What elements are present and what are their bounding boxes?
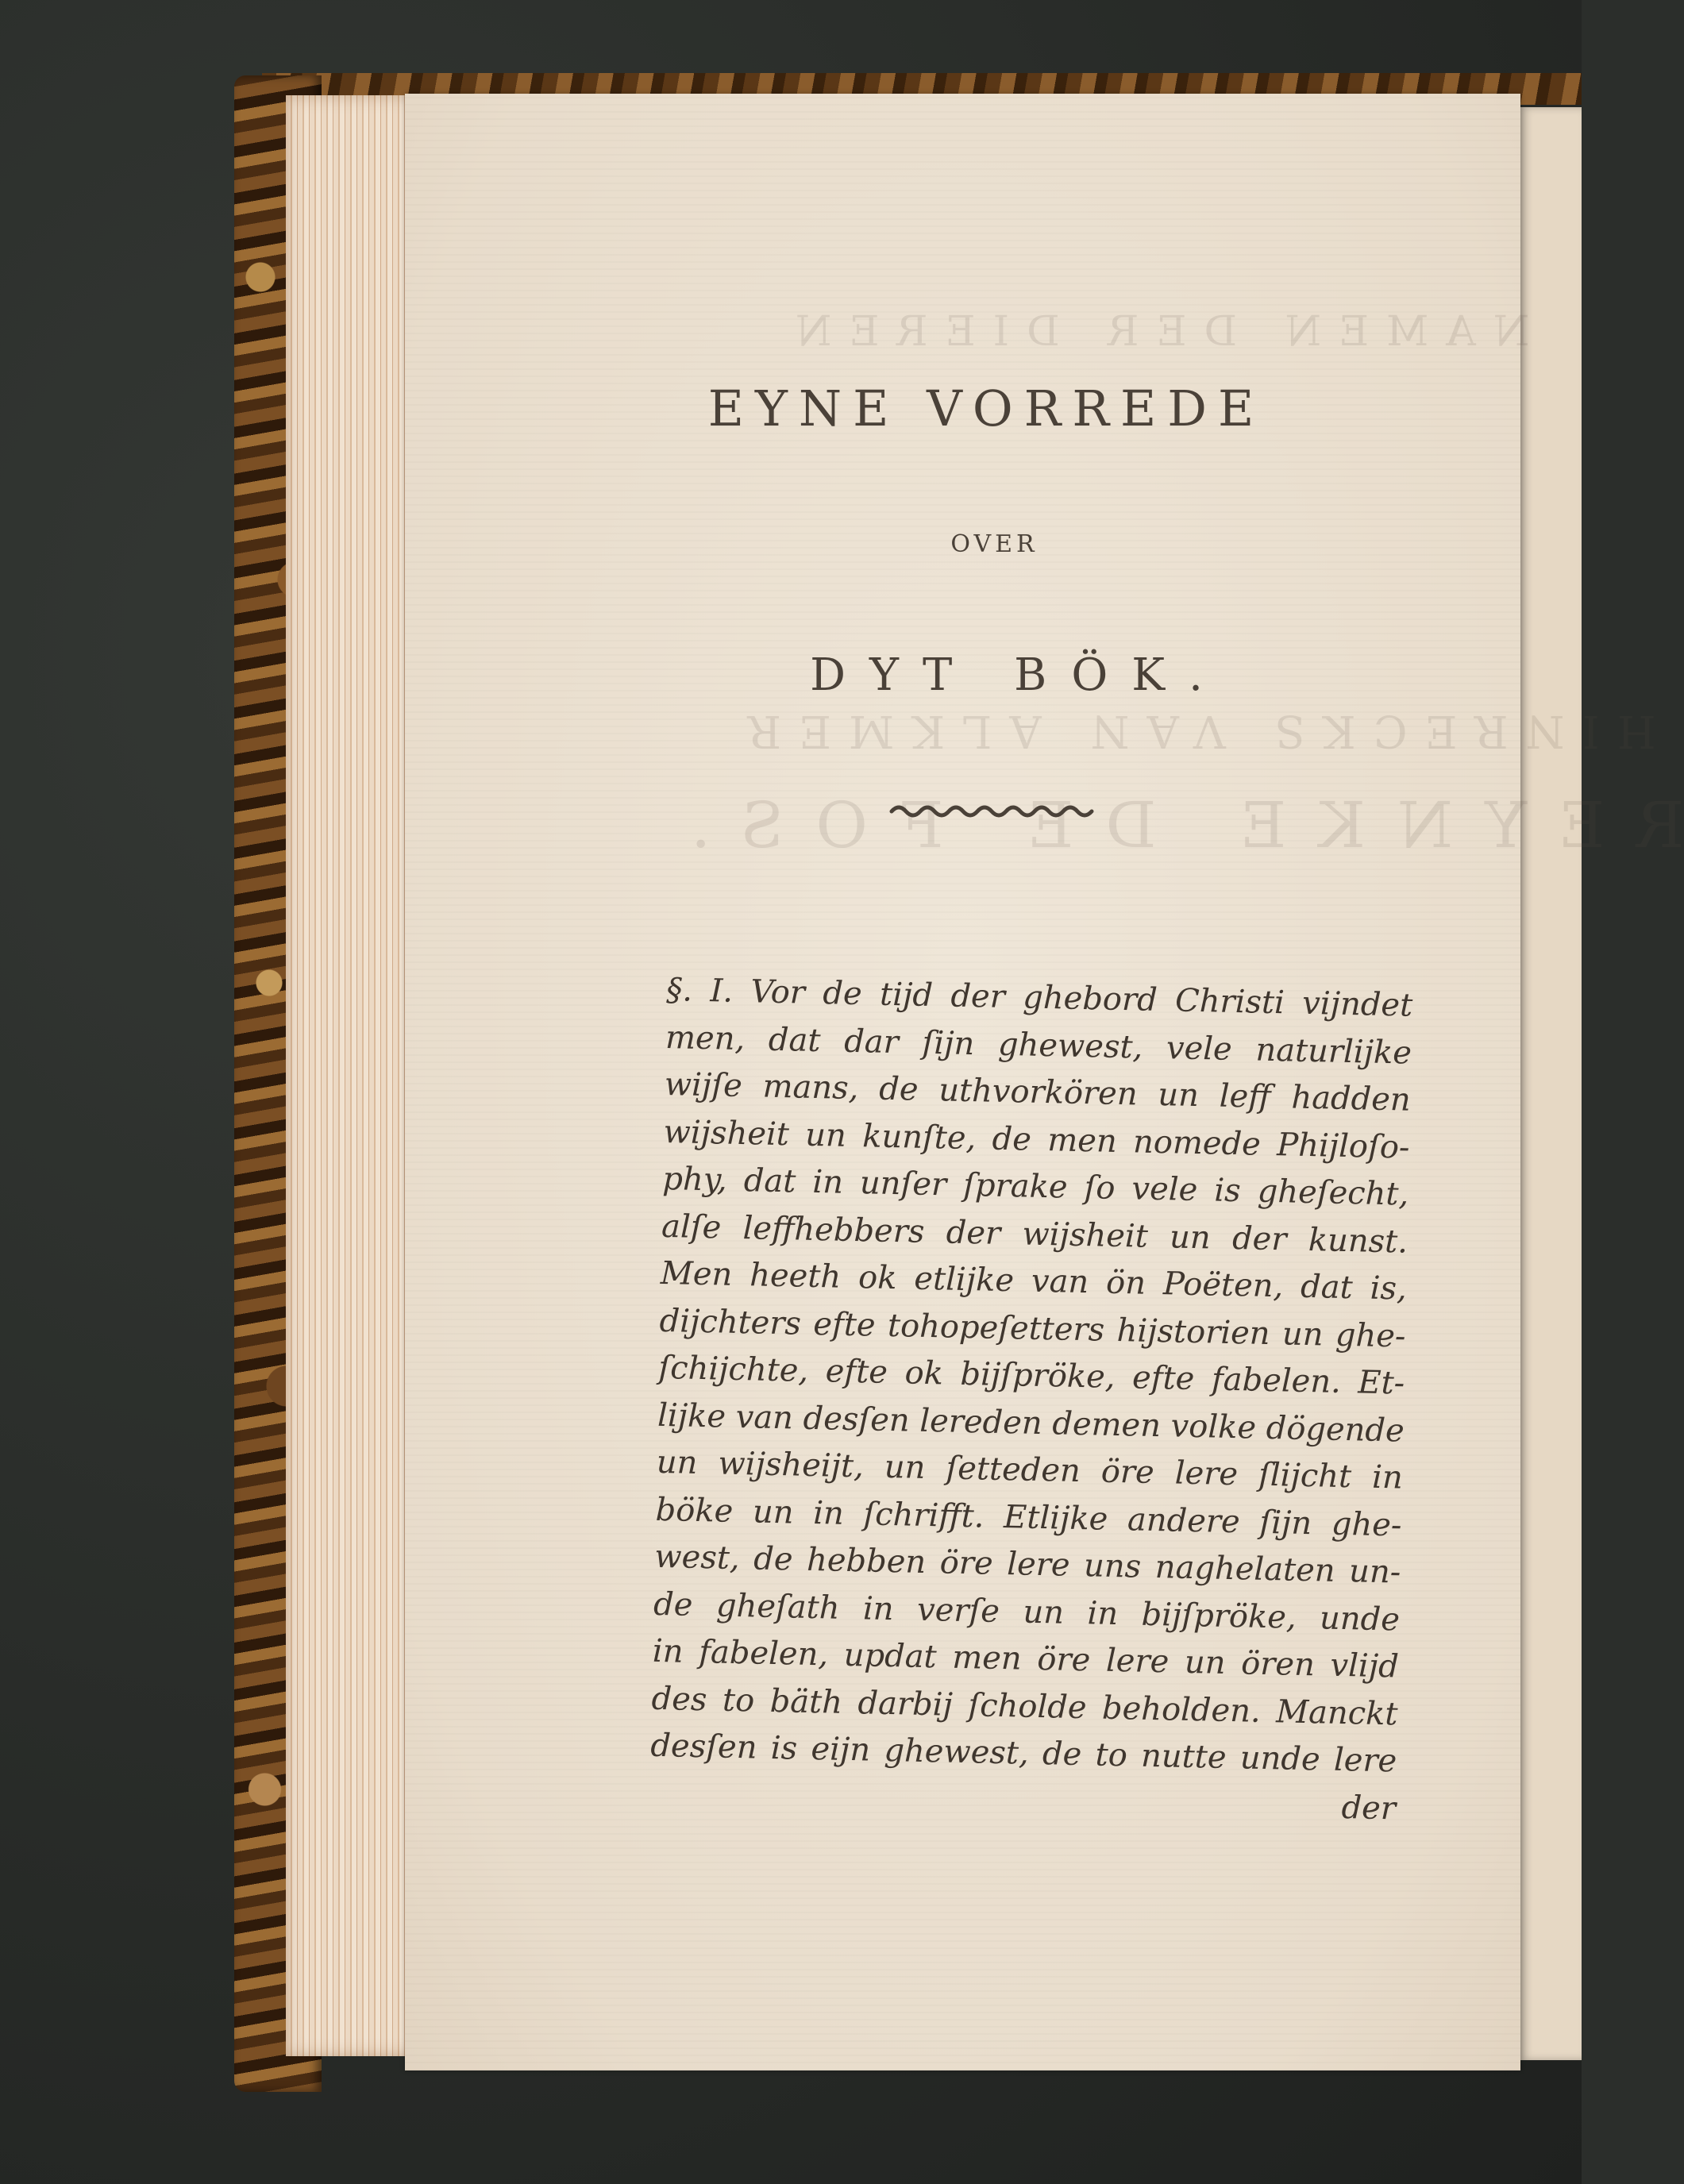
body-line: de gheſath in verſe un in bijſpröke, unde bbox=[653, 1585, 1401, 1639]
body-line: ſchijchte, efte ok bijſpröke, efte fabelen. Et- bbox=[657, 1349, 1405, 1402]
body-line: böke un in ſchrifft. Etlijke andere ſijn ghe- bbox=[655, 1491, 1402, 1544]
body-line: phy, dat in unſer ſprake ſo vele is gheſecht, bbox=[661, 1160, 1409, 1213]
book-page bbox=[405, 94, 1684, 2070]
bleed-through-line: NAMEN DER DIEREN bbox=[778, 308, 1530, 356]
body-line: in fabelen, updat men öre lere un ören vlijd bbox=[652, 1632, 1400, 1685]
body-line: lijke van desſen lereden demen volke dögende bbox=[657, 1396, 1405, 1450]
bleed-through-line: HINRECKS VAN ALKMER bbox=[730, 705, 1656, 757]
page-title: EYNE VORREDE bbox=[707, 379, 1266, 437]
body-line: men, dat dar ſijn ghewest, vele naturlijke bbox=[665, 1019, 1412, 1072]
body-line: wijsheit un kunſte, de men nomede Phijloſo- bbox=[663, 1113, 1410, 1166]
body-line: un wijsheijt, un ſetteden öre lere ſlijcht in bbox=[656, 1443, 1404, 1496]
body-paragraph bbox=[649, 967, 1413, 1832]
bleed-through-line: REYNKE DE FOS. bbox=[659, 788, 1684, 862]
body-line: wijſe mans, de uthvorkören un leff hadden bbox=[664, 1065, 1412, 1119]
body-line: des to bäth darbij ſcholde beholden. Manckt bbox=[651, 1680, 1398, 1732]
page-subtitle: DYT BÖK. bbox=[810, 649, 1227, 701]
body-line: §. I. Vor de tijd der ghebord Christi vijndet bbox=[665, 971, 1413, 1024]
wave-ornament-icon bbox=[405, 800, 1520, 822]
body-line: Men heeth ok etlijke van ön Poëten, dat is, bbox=[660, 1254, 1408, 1308]
body-line: desſen is eijn ghewest, de to nutte unde lere bbox=[649, 1727, 1397, 1780]
body-line: dijchters efte tohopeſetters hijstorien un ghe- bbox=[659, 1302, 1406, 1355]
body-line: west, de hebben öre lere uns naghelaten un- bbox=[653, 1538, 1401, 1591]
page-over: OVER bbox=[950, 530, 1039, 558]
body-line: alſe leffhebbers der wijsheit un der kunst. bbox=[661, 1208, 1408, 1261]
body-line: der bbox=[1341, 1789, 1397, 1827]
